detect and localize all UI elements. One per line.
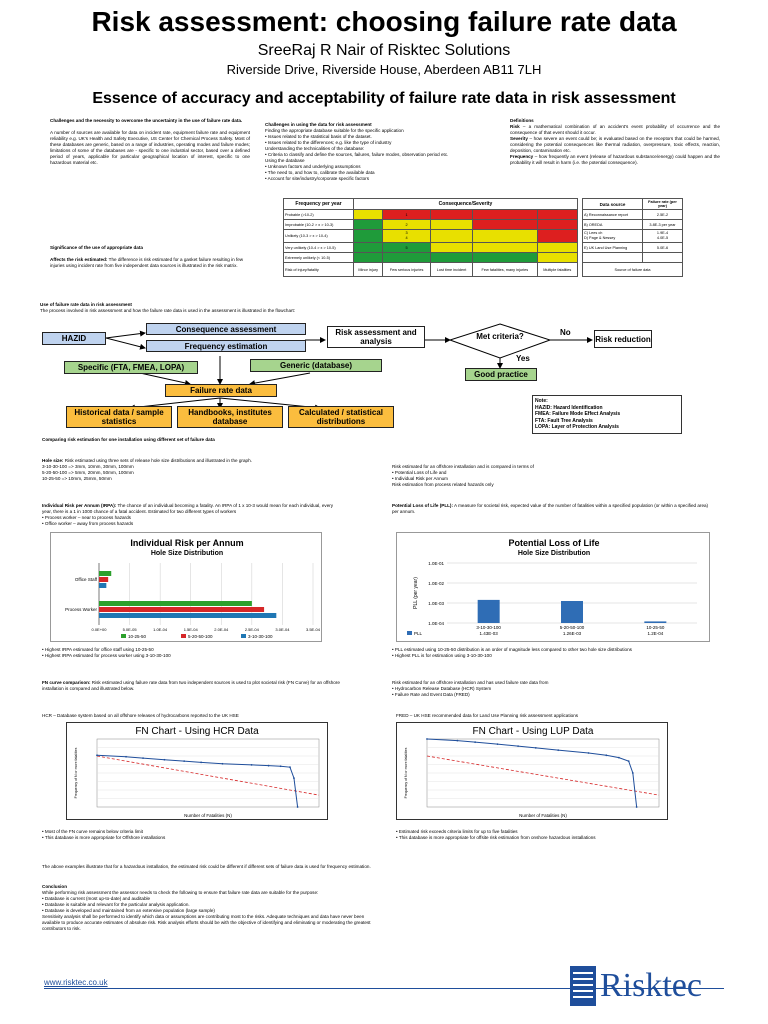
hcr-bullet: • Most of the FN curve remains below criteria limit [42,829,362,835]
logo-stripes-icon [570,966,596,1006]
col2-line: • Issues related to the statistical basis of the dataset. [265,134,372,139]
matrix-cell-num: 2 [383,220,430,230]
matrix-row-label: Very unlikely (10-4 > x > 10-5) [284,243,354,253]
fn-point [280,765,282,767]
conclusion-intro: While performing risk assessment the assessor needs to check the following to ensure that failure rate data are suitable for the purpose: [42,890,319,895]
risk-definition: – a mathematical combination of an accident's event probability of occurrence and the consequence of that event should it occur. [510,124,720,135]
risk-matrix [283,198,683,277]
flow-intro-text: The process involved in risk assessment and how the failure rate data is used in the assessment is illustrated in the flowchart: [40,308,296,313]
irpa-chart-svg [51,533,323,643]
irpa-category-label: Process Worker [65,607,97,612]
fn-point [222,763,224,765]
irpa-legend-swatch [181,634,186,638]
poster-title: Risk assessment: choosing failure rate data [91,6,677,37]
yes-label: Yes [516,354,530,363]
pll-tick-label: 1.0E-04 [428,621,444,626]
fn-lead: FN curve comparison: [42,680,91,685]
pll-bar [561,601,583,623]
fn-text: Risk estimated using failure rate data from two independent sources is used to plot societal risk (FN Curve) for an offshore installation is compared and illustrated below. [42,680,340,691]
irpa-bar [99,601,252,606]
fn-section [42,680,342,692]
pll-chart-svg [397,533,711,643]
matrix-cell-num: 4 [405,236,408,240]
note-title: Note: [535,398,548,404]
pll-value-label: 1.26E-03 [562,631,582,636]
pll-chart-subtitle: Hole Size Distribution [517,550,591,557]
matrix-row-label: Probable (>10-2) [284,210,354,220]
pll-text: A measure for societal risk, expected value of the number of fatalities within a specified population (or within a specified area) per annum. [392,503,709,514]
hcr-bullet: • This database is more appropriate for Offshore installations [42,835,362,841]
source-rate: 4.0E-5 [656,236,669,240]
challenges-heading: Challenges and the necessity to overcome the uncertainty in the use of failure rate data. [50,118,243,123]
col2-line: • Criteria to classify and define the sources, failures, failure modes, observation period etc. [265,152,449,157]
matrix-cell-num: 3 [405,231,408,235]
note-item: LOPA: Layer of Protection Analysis [535,424,619,430]
matrix-rate-header: Failure rate (per year) [643,199,683,210]
historical-box: Historical data / sample statistics [66,406,172,428]
fn-right-item: • Failure Rate and Event Data (FRED) [392,692,712,698]
source-name: A) Reconnaissance report [583,210,643,220]
fred-bullet: • This database is more appropriate for offsite risk estimation from onshore hazardous installations [396,835,726,841]
fn-x-axis-label: Number of Fatalities (N) [519,813,567,818]
irpa-bar [99,583,106,588]
summary-text: The above examples illustrate that for a hazardous installation, the estimated risk could be different if different sets of failure data is used for frequency estimation. [42,864,371,869]
fn-x-axis-label: Number of Fatalities (N) [184,813,232,818]
irpa-tick-label: 2.5E-04 [244,627,259,632]
fn-point [426,738,428,740]
matrix-row-label: Improbable (10-2 > x > 10-3) [284,220,354,230]
fn-point [142,757,144,759]
fred-bullets [396,829,726,841]
comparison-title: Comparing risk estimation for one installation using different set of failure data [42,437,215,442]
risk-reduction-box: Risk reduction [594,330,652,348]
note-item: FTA: Fault Tree Analysis [535,417,593,424]
pll-lead: Potential Loss of Life (PLL): [392,503,453,508]
hole-size-line: 3-10-30-100 => 3mm, 10mm, 30mm, 100mm [42,464,134,469]
irpa-legend-swatch [121,634,126,638]
no-label: No [560,328,571,337]
pll-bullet: • Highest PLL is for estimation using 3-10-30-100 [392,653,722,659]
irpa-chart-subtitle: Hole Size Distribution [150,550,224,557]
fn-right-item: • Hydrocarbon Release Database (HCR) System [392,686,712,692]
fn-point [268,765,270,767]
fn-point [293,777,295,779]
fn-point [618,757,620,759]
pll-value-label: 1.43E-03 [479,631,498,636]
fn-hcr-title: FN Chart - Using HCR Data [135,726,259,737]
fn-point [164,759,166,761]
severity-definition: – how severe an event could be; is evaluated based on the receptors that could be harmed, considering the potential consequences like thermal radiation, overpressure, toxic effects, reaction, deposition, contamination etc. [510,136,720,153]
conclusion-section [42,884,372,932]
col2-line: Understanding the technicalities of the database: [265,146,365,151]
significance-lead: Affects the risk estimated: [50,257,108,262]
footer-url[interactable]: www.risktec.co.uk [44,978,108,987]
specific-box: Specific (FTA, FMEA, LOPA) [64,361,198,374]
frequency-term: Frequency [510,154,534,159]
irpa-legend-label: 5-20-50-100 [188,634,213,639]
conclusion-item: • Database is suitable and relevant for the particular analysis application. [42,902,372,908]
fred-caption: FRED – UK HSE recommended data for Land Use Planning risk assessment applications [396,713,579,718]
pll-legend-swatch [407,631,412,635]
irpa-legend-label: 3-10-30-100 [248,634,273,639]
col2-line: • Issues related to the differences; e.g. like the type of industry [265,140,392,145]
fn-point [456,740,458,742]
pll-bar [478,600,500,623]
fn-lup-chart-svg [397,723,669,821]
irpa-section [42,503,342,527]
significance-heading: Significance of the use of appropriate data [50,245,143,250]
hole-size-lead: Hole size: [42,458,64,463]
pll-bullets [392,647,722,659]
fn-point [125,756,127,758]
pll-tick-label: 1.0E-03 [428,601,444,606]
hcr-bullets [42,829,362,841]
consequence-box: Consequence assessment [146,323,306,335]
col2-line: Finding the appropriate database suitable for the specific application [265,128,404,133]
col2-line: • Unknown factors and underlying assumptions [265,164,361,169]
fn-lup-title: FN Chart - Using LUP Data [472,726,594,737]
irpa-bullet: • Highest IRPA estimated for process worker using 3-10-30-100 [42,653,362,659]
pll-tick-label: 1.0E-02 [428,581,444,586]
challenges-section [50,118,250,166]
hazid-box: HAZID [42,332,106,345]
matrix-col-label: Multiple fatalities [537,263,577,277]
failure-rate-box: Failure rate data [165,384,277,397]
risktec-logo [570,966,702,1006]
fn-point [636,806,638,808]
pll-category-label: 5-20-50-100 [559,625,585,630]
source-rate: 1.9E-4 [656,231,669,235]
pll-tick-label: 1.0E-01 [428,561,444,566]
source-name: B) OREDA [583,220,643,230]
matrix-col-label: Few serious injuries [383,263,430,277]
hole-size-section [42,458,362,482]
pll-y-axis-label: PLL (per year) [413,577,419,609]
fn-point [96,754,98,756]
challenges-using-heading: Challenges in using the data for risk assessment [265,122,372,127]
matrix-cons-header: Consequence/Severity [354,199,578,210]
irpa-tick-label: 0.0E+00 [91,627,107,632]
fn-point [297,806,299,808]
decision-diamond [450,324,550,358]
fn-point [474,741,476,743]
matrix-col-label: Minor injury [354,263,383,277]
poster-address: Riverside Drive, Riverside House, Aberdeen AB11 7LH [226,62,542,77]
conclusion-item: • Database is current (most up-to-date) and auditable [42,896,372,902]
irpa-text: The chance of an individual becoming a fatality. An IRPA of 1 x 10-3 would mean for each individual, every year, there is a 1 in 1000 chance of a fatal accident. Estimated for two different types of workers [42,503,334,514]
decision-label: Met criteria? [476,332,524,341]
pll-category-label: 3-10-30-100 [476,625,501,630]
matrix-row-label: Unlikely (10-3 > x > 10-4) [284,230,354,243]
severity-term: Severity [510,136,528,141]
challenges-body: A number of sources are available for data on incident rate, equipment failure rate and equipment reliability e.g. UK's Health and Safety Executive, US Center for Chemical Process Safety. Most of these databases are generic, based on a range of industries, operating modes and failure modes; limitations of some of the databases are - specific to one industrial sector, based over a defined period of years, applicable for particular geographical location of interest, specific to one hazardous material etc. [50,130,250,165]
irpa-tick-label: 1.5E-04 [183,627,198,632]
conclusion-title: Conclusion [42,884,68,889]
matrix-cell-num: 1 [383,210,430,220]
matrix-freq-header: Frequency per year [284,199,354,210]
matrix-cell-num: 5 [383,243,430,253]
irpa-tick-label: 3.5E-04 [305,627,321,632]
fn-hcr-chart [66,722,328,820]
irpa-tick-label: 1.0E-04 [153,627,168,632]
pll-section [392,503,712,515]
irpa-chart [50,532,322,642]
pll-chart [396,532,710,642]
note-item: HAZID: Hazard Identification [535,404,603,411]
irpa-bullets [42,647,362,659]
irpa-item: • Office worker – away from process hazards [42,521,342,527]
flow-intro-title: Use of failure rate data in risk assessment [40,302,132,307]
fn-point [632,772,634,774]
source-rate: 2.5E-2 [643,210,683,220]
fn-point [289,766,291,768]
fn-point [517,745,519,747]
col2-line: • The need to, and how to, calibrate the available data [265,170,375,175]
definitions-section [510,118,720,166]
irpa-tick-label: 3.0E-04 [275,627,290,632]
comparison-right-intro: Risk estimated for an offshore installation and is compared in terms of [392,464,534,469]
col2-line: Using the database [265,158,305,163]
fn-point [183,760,185,762]
comparison-right-item: • Potential Loss of Life and [392,470,712,476]
matrix-src-header: Data source [583,199,643,210]
handbooks-box: Handbooks, institutes database [177,406,283,428]
irpa-tick-label: 5.0E-05 [122,627,137,632]
fn-point [628,760,630,762]
irpa-bar [99,613,276,618]
col2-line: • Account for site/industry/corporate specific factors [265,176,369,181]
pll-category-label: 10-25-50 [646,625,665,630]
irpa-chart-title: Individual Risk per Annum [130,538,244,548]
abbreviation-note [532,395,682,434]
pll-value-label: 1.2E-04 [647,631,664,636]
hcr-caption: HCR – Database system based on all offshore releases of hydrocarbons reported to the UK HSE [42,713,239,718]
fred-bullet: • Estimated risk exceeds criteria limits for up to five fatalities [396,829,726,835]
irpa-bar [99,571,111,576]
fn-y-axis-label: Frequency of N or more fatalities [74,747,78,799]
fn-point [200,762,202,764]
matrix-row-label: Extremely unlikely (< 10-5) [284,253,354,263]
note-item: FMEA: Failure Mode Effect Analysis [535,411,621,417]
irpa-bar [99,577,108,582]
hole-size-line: 10-25-50 => 10mm, 25mm, 50mm [42,476,112,481]
source-rate: 5.0E-6 [643,243,683,253]
good-practice-box: Good practice [465,368,537,381]
source-name: C) Lees ch [584,231,603,235]
risk-assessment-box: Risk assessment and analysis [327,326,425,348]
frequency-box: Frequency estimation [146,340,306,352]
significance-section [50,245,250,269]
fn-right-intro: Risk estimated for an offshore installation and has used failure rate data from [392,680,549,685]
pll-bullet: • PLL estimated using 10-25-50 distribution is an order of magnitude less compared to other two hole size distributions [392,647,722,653]
matrix-col-label: Lost time incident [430,263,472,277]
pll-bar [644,621,666,623]
challenges-using-section [265,122,485,182]
section-title: Essence of accuracy and acceptability of failure rate data in risk assessment [92,90,676,107]
fn-point [588,752,590,754]
matrix-col-label: Few fatalities, many injuries [473,263,537,277]
comparison-right [392,464,712,488]
irpa-bullet: • Highest IRPA estimated for office staff using 10-25-50 [42,647,362,653]
matrix-footer-label: Risk of injury/fatality [284,263,354,277]
comparison-right-tail: Risk estimation from process related hazards only [392,482,494,487]
flow-intro [40,302,440,314]
risk-term: Risk [510,124,520,129]
conclusion-item: • Database is developed and maintained from an extensive population (large sample) [42,908,372,914]
pll-chart-title: Potential Loss of Life [508,538,600,548]
irpa-bar [99,607,264,612]
hole-size-text: Risk estimated using three sets of release hole size distributions and illustrated in the graph. [63,458,252,463]
matrix-cell-num [383,230,430,243]
pll-legend-label: PLL [414,631,423,636]
fn-point [557,749,559,751]
irpa-legend-swatch [241,634,246,638]
significance-body: The difference is risk estimated for a gasket failure resulting in few injuries using incident rate from five independent data sources is illustrated in the risk matrix. [50,257,244,268]
poster-author: SreeRaj R Nair of Risktec Solutions [257,42,511,59]
fn-point [535,747,537,749]
irpa-legend-label: 10-25-50 [128,634,147,639]
definitions-heading: Definitions [510,118,534,123]
source-rate: 3.8E-3 per year [643,220,683,230]
fn-point [251,764,253,766]
fn-right [392,680,712,698]
fn-lup-chart [396,722,668,820]
fn-point [497,743,499,745]
generic-box: Generic (database) [250,359,382,372]
hole-size-line: 5-20-50-100 => 5mm, 20mm, 50mm, 100mm [42,470,134,475]
irpa-category-label: Office Staff [74,577,97,582]
frequency-definition: – how frequently an event (release of hazardous substance/energy) could happen and the probability it will result in harm (i.e. the potential consequence). [510,154,720,165]
conclusion-tail: Sensitivity analysis shall be performed to identify which data or assumptions are contributing most to the risks. Adequate techniques and data have never been available to produce accurate estimates of absolute risk. Risk analysis efforts should be with the objective of identifying and eliminating or moderating the greatest contributors to risk. [42,914,371,931]
comparison-right-item: • Individual Risk per Annum [392,476,712,482]
fn-y-axis-label: Frequency of N or more fatalities [404,747,408,799]
matrix-source-footer: Source of failure data [583,263,683,277]
irpa-lead: Individual Risk per Annum (IRPA): [42,503,117,508]
calculated-box: Calculated / statistical distributions [288,406,394,428]
logo-text: Risktec [600,967,702,1004]
source-name: E) UK Land Use Planning [583,243,643,253]
fn-hcr-chart-svg [67,723,329,821]
source-name: D) Page & Nessey [584,236,616,240]
fn-point [605,754,607,756]
irpa-tick-label: 2.0E-04 [214,627,229,632]
irpa-item: • Process worker – near to process hazards [42,515,342,521]
